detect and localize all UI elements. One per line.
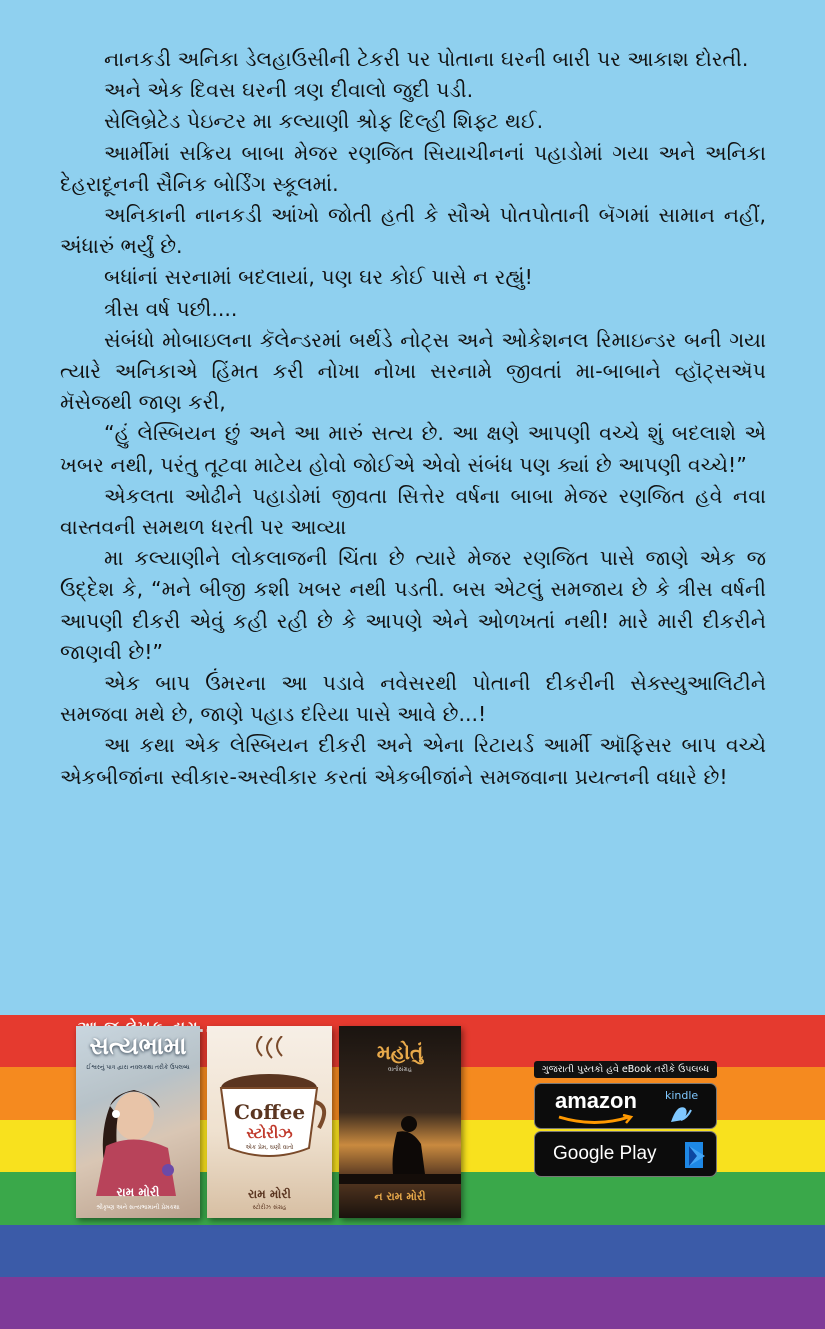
- paragraph: મા કલ્યાણીને લોકલાજની ચિંતા છે ત્યારે મેજર રણજિત પાસે જાણે એક જ ઉદ્દેશ કે, “મને બીજી કશી ખબર નથી પડતી. બસ એટલું સમજાય છે કે ત્રીસ વર્ષની આપણી દીકરી એવું કહી રહી છે કે આપણે એને ઓળખતાં નથી! મારે મારી દીકરીને જાણવી છે!”: [60, 546, 766, 664]
- book-title: મહોતું: [376, 1040, 424, 1064]
- ebook-availability-note: ગુજરાતી પુસ્તકો હવે eBook તરીકે ઉપલબ્ધ: [534, 1061, 717, 1078]
- book-author: રામ મોરી: [248, 1187, 291, 1201]
- book-cover-coffee-stories[interactable]: [207, 1026, 332, 1218]
- amazon-smile-icon: [557, 1114, 637, 1126]
- book-cover-satyabhama[interactable]: [76, 1026, 200, 1218]
- book-tagline: સ્ટોરીઝ સંગ્રહ: [252, 1204, 287, 1211]
- paragraph: સંબંધો મોબાઇલના કૅલેન્ડરમાં બર્થડે નોટ્સ અને ઓકેશનલ રિમાઇન્ડર બની ગયા ત્યારે અનિકાએ હિંમત કરી નોખા નોખા સરનામે જીવતાં મા-બાબાને વ્હૉટ્સઍપ મૅસેજથી જાણ કરી,: [60, 327, 766, 415]
- book-title: Coffee: [233, 1100, 306, 1124]
- paragraph: અને એક દિવસ ઘરની ત્રણ દીવાલો જુદી પડી.: [104, 78, 474, 103]
- book-title-secondary: સ્ટોરીઝ: [246, 1124, 293, 1142]
- paragraph: એકલતા ઓઢીને પહાડોમાં જીવતા સિત્તેર વર્ષના બાબા મેજર રણજિત હવે નવા વાસ્તવની સમથળ ધરતી પર આવ્યા: [60, 483, 766, 540]
- book-cover-mahotu[interactable]: [339, 1026, 461, 1218]
- synopsis-text: [60, 44, 766, 793]
- paragraph: બધાંનાં સરનામાં બદલાયાં, પણ ઘર કોઈ પાસે ન રહ્યું!: [104, 265, 533, 290]
- rainbow-stripe: [0, 1225, 825, 1277]
- paragraph: નાનકડી અનિકા ડેલહાઉસીની ટેકરી પર પોતાના ઘરની બારી પર આકાશ દોરતી.: [104, 47, 749, 71]
- google-play-books-icon: [683, 1140, 709, 1170]
- paragraph: અનિકાની નાનકડી આંખો જોતી હતી કે સૌએ પોતપોતાની બૅગમાં સામાન નહીં, અંધારું ભર્યું છે.: [60, 203, 766, 259]
- book-title: સત્યભામા: [89, 1032, 187, 1060]
- kindle-label: kindle: [665, 1089, 699, 1102]
- book-subtitle: એક પ્રેમ, ઘણી વાતો: [245, 1144, 294, 1151]
- paragraph: સેલિબ્રેટેડ પેઇન્ટર મા કલ્યાણી શ્રોફ દિલ્હી શિફ્ટ થઈ.: [104, 109, 544, 134]
- kindle-reader-icon: [667, 1102, 697, 1126]
- book-subtitle: ઈશ્વરનું પાત્ર દ્વારા નવલકથા તરીકે ઉપલબ્ધ: [86, 1064, 190, 1071]
- rainbow-stripe: [0, 1277, 825, 1329]
- google-play-label: Google Play: [553, 1143, 657, 1164]
- book-author: રામ મોરી: [116, 1185, 160, 1199]
- paragraph: “હું લેસ્બિયન છું અને આ મારું સત્ય છે. આ ક્ષણે આપણી વચ્ચે શું બદલાશે એ ખબર નથી, પરંતુ તૂટવા માટેય હોવો જોઈએ એવો સંબંધ પણ ક્યાં છે આપણી વચ્ચે!”: [60, 421, 766, 477]
- amazon-label: amazon: [555, 1088, 637, 1113]
- paragraph: આ કથા એક લેસ્બિયન દીકરી અને એના રિટાયર્ડ આર્મી ઑફિસર બાપ વચ્ચે એકબીજાંના સ્વીકાર-અસ્વીકાર કરતાં એકબીજાંને સમજવાના પ્રયત્નની વધારે છે!: [60, 733, 766, 789]
- paragraph: એક બાપ ઉંમરના આ પડાવે નવેસરથી પોતાની દીકરીની સેક્સ્યુઆલિટીને સમજવા મથે છે, જાણે પહાડ દરિયા પાસે આવે છે...!: [60, 671, 766, 727]
- paragraph: ત્રીસ વર્ષ પછી....: [104, 296, 238, 321]
- woman-illustration: [76, 1076, 200, 1196]
- book-subtitle: વાર્તાસંગ્રહ: [387, 1066, 413, 1073]
- book-tagline: શ્રીકૃષ્ણ અને સત્યભામાની પ્રેમકથા: [96, 1204, 180, 1211]
- amazon-kindle-button[interactable]: [534, 1083, 717, 1129]
- paragraph: આર્મીમાં સક્રિય બાબા મેજર રણજિત સિયાચીનનાં પહાડોમાં ગયા અને અનિકા દેહરાદૂનની સૈનિક બોર્ડિંગ સ્કૂલમાં.: [60, 140, 766, 196]
- book-author: ન રામ મોરી: [374, 1190, 426, 1203]
- sitting-figure-illustration: [339, 1104, 461, 1184]
- google-play-button[interactable]: [534, 1131, 717, 1177]
